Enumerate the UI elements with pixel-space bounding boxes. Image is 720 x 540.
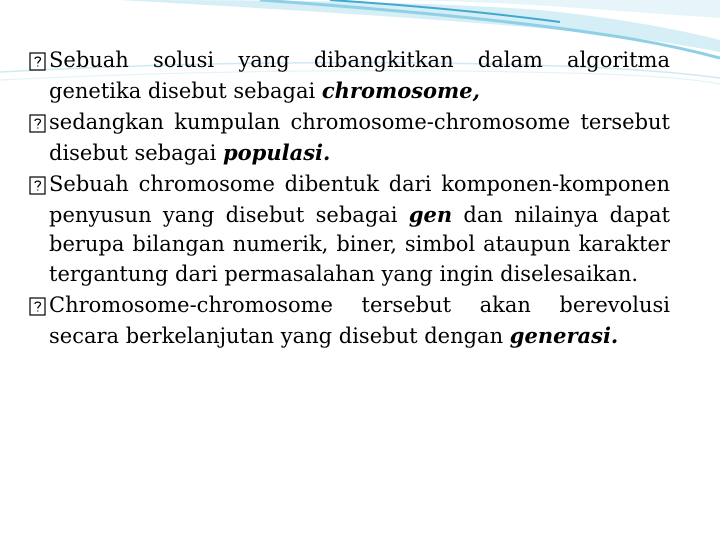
bullet-item	[28, 291, 670, 351]
emphasized-term: populasi.	[222, 139, 331, 165]
bullet-text	[49, 291, 670, 351]
text-segment: Chromosome-chromosome tersebut akan berevolusi secara berkelanjutan yang disebut dengan	[49, 293, 670, 348]
missing-glyph-icon	[28, 175, 48, 196]
bullet-text	[49, 170, 670, 289]
missing-glyph-icon	[28, 113, 48, 134]
text-segment: sedangkan kumpulan chromosome-chromosome tersebut disebut sebagai	[49, 110, 670, 165]
emphasized-term: gen	[408, 201, 453, 227]
text-segment: Sebuah chromosome dibentuk dari komponen-komponen penyusun yang disebut sebagai	[49, 172, 670, 227]
emphasized-term: generasi.	[509, 322, 619, 348]
bullet-text	[49, 108, 670, 168]
text-segment: dan nilainya dapat berupa bilangan numerik, biner, simbol ataupun karakter tergantung dari permasalahan yang ingin diselesaikan.	[49, 202, 671, 286]
bullet-text	[49, 46, 670, 106]
text-segment: Sebuah solusi yang dibangkitkan dalam algoritma genetika disebut sebagai	[49, 48, 670, 103]
bullet-item	[28, 170, 670, 289]
missing-glyph-icon	[28, 296, 48, 317]
emphasized-term: chromosome,	[321, 77, 480, 103]
missing-glyph-icon	[28, 51, 48, 72]
bullet-list	[28, 46, 670, 353]
bullet-item	[28, 108, 670, 168]
bullet-item	[28, 46, 670, 106]
